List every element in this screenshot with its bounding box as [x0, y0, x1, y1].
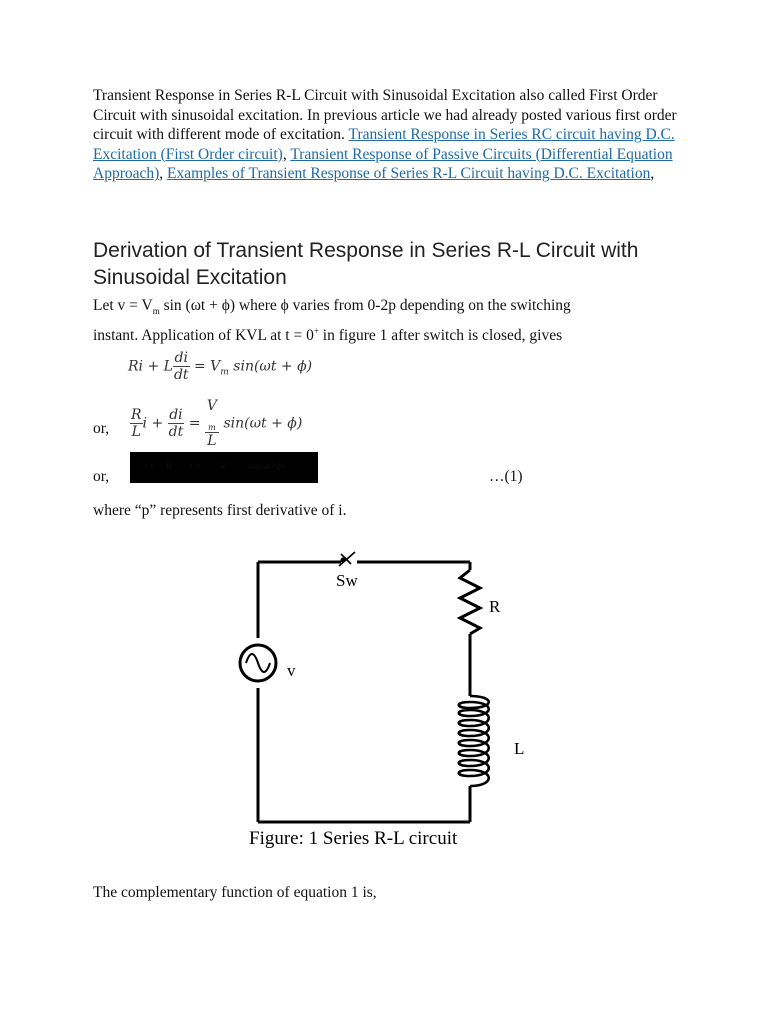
switch-label: Sw — [336, 571, 358, 590]
kvl-paragraph — [93, 296, 693, 346]
resistor-label: R — [489, 597, 501, 616]
superscript: + — [313, 326, 319, 337]
separator: , — [650, 165, 655, 183]
figure-caption: Figure: 1 Series R-L circuit — [249, 828, 458, 849]
source-label: v — [287, 661, 296, 680]
text: instant. Application of KVL at t = 0 — [93, 327, 314, 345]
equation-number: …(1) — [489, 468, 523, 485]
or-label: or, — [93, 420, 110, 437]
denominator: dt — [173, 367, 189, 383]
fraction-di-dt — [168, 407, 185, 440]
fraction-r-over-l — [130, 407, 143, 440]
subscript: m — [152, 306, 160, 317]
numerator: di — [169, 406, 183, 423]
eq-term: sin(ωt + ϕ) — [228, 358, 313, 375]
section-heading: Derivation of Transient Response in Series R-L Circuit with Sinusoidal Excitation — [93, 239, 639, 289]
link-rl-dc-examples[interactable]: Examples of Transient Response of Series R-L Circuit having D.C. Excitation — [167, 165, 651, 183]
eq-term: i + — [142, 415, 168, 432]
text: sin (ωt + ϕ) where ϕ varies from 0-2p depending on the switching — [159, 297, 571, 314]
subscript: m — [220, 367, 229, 378]
denominator: dt — [168, 423, 184, 440]
intro-paragraph — [93, 86, 683, 184]
fraction — [173, 350, 190, 383]
complementary-function-text: The complementary function of equation 1 is, — [93, 884, 377, 901]
subscript: m — [208, 422, 216, 432]
numerator: di — [174, 350, 188, 366]
link-rc-dc-excitation[interactable]: Transient Response in Series RC circuit having D.C. Excitation (First Order circuit) — [93, 126, 675, 163]
eq-body — [130, 398, 302, 449]
fraction-vm-over-l — [205, 398, 219, 449]
text: in figure 1 after switch is closed, gives — [318, 327, 563, 345]
separator: , — [282, 145, 291, 163]
denominator: L — [207, 432, 217, 449]
eq-term: = — [184, 415, 205, 432]
denominator: L — [131, 423, 141, 440]
eq-term: = V — [189, 358, 221, 375]
rl-circuit-diagram — [233, 540, 523, 850]
numerator: R — [131, 406, 142, 423]
eq-term: sin(ωt + ϕ) — [219, 415, 303, 432]
eq-term: Ri + L — [128, 358, 173, 375]
or-label: or, — [93, 468, 110, 485]
separator: , — [159, 165, 168, 183]
link-passive-circuits[interactable]: Transient Response of Passive Circuits (Differential Equation Approach) — [93, 145, 673, 183]
vm: V — [206, 398, 218, 414]
derivative-note: where “p” represents first derivative of i. — [93, 502, 347, 519]
intro-text: Transient Response in Series R-L Circuit with Sinusoidal Excitation also called First Order Circuit with sinusoidal excitation. In previous article we had already posted various first order circuit with different mode of excitation. — [93, 87, 677, 144]
equation-kvl — [128, 350, 312, 383]
equation-image-dark: i + R i = V sin(ωt+ϕ) — [130, 452, 318, 483]
numerator — [205, 398, 219, 433]
circuit-figure — [233, 540, 523, 850]
inductor-label: L — [514, 739, 525, 758]
text: Let v = V — [93, 297, 153, 314]
